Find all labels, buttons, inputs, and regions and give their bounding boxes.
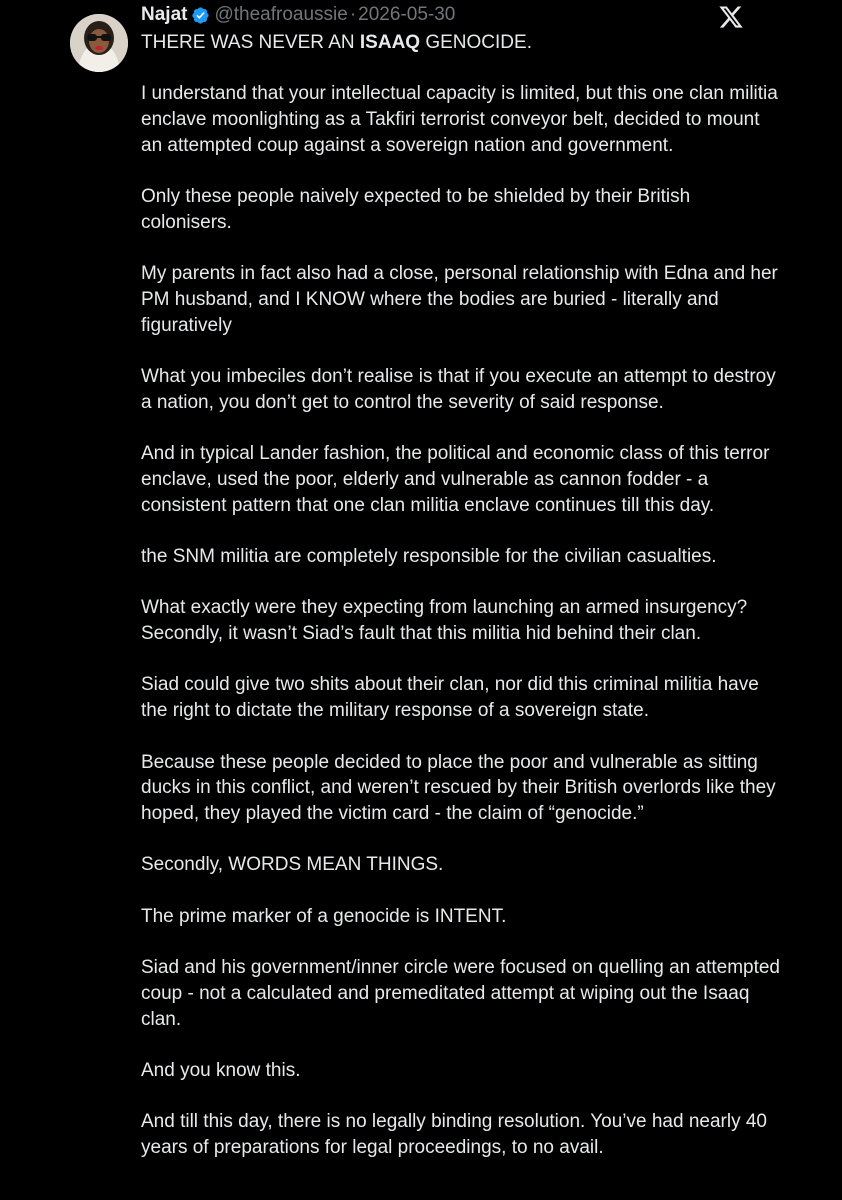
paragraph-14: And till this day, there is no legally binding resolution. You’ve had nearly 40 years of preparations for legal proceedings, to no avail. bbox=[141, 1111, 767, 1159]
post-header bbox=[141, 4, 455, 26]
paragraph-5: And in typical Lander fashion, the political and economic class of this terror enclave, used the poor, elderly and vulnerable as cannon fodder - a consistent pattern that one clan militia enclave continues till this day. bbox=[141, 443, 770, 516]
paragraph-0-start: THERE WAS NEVER AN bbox=[141, 32, 360, 53]
paragraph-6: the SNM militia are completely responsible for the civilian casualties. bbox=[141, 545, 717, 567]
paragraph-0 bbox=[141, 30, 781, 56]
post-body bbox=[141, 30, 781, 1186]
paragraph-10: Secondly, WORDS MEAN THINGS. bbox=[141, 854, 444, 876]
paragraph-9: Because these people decided to place the poor and vulnerable as sitting ducks in this conflict, and weren’t rescued by their British overlords like they hoped, they played the victim card - the claim of “genocide.” bbox=[141, 751, 776, 824]
avatar-image bbox=[70, 14, 128, 72]
x-logo-icon[interactable] bbox=[718, 4, 744, 30]
verified-badge-icon bbox=[191, 6, 210, 25]
bold-word-isaaq: ISAAQ bbox=[359, 32, 421, 53]
paragraph-12: Siad and his government/inner circle were focused on quelling an attempted coup - not a calculated and premeditated attempt at wiping out the Isaaq clan. bbox=[141, 957, 780, 1030]
paragraph-11: The prime marker of a genocide is INTENT. bbox=[141, 905, 507, 927]
avatar[interactable] bbox=[70, 14, 128, 72]
paragraph-2: Only these people naively expected to be shielded by their British colonisers. bbox=[141, 186, 691, 233]
post-date[interactable]: 2026-05-30 bbox=[358, 4, 456, 25]
paragraph-7: What exactly were they expecting from launching an armed insurgency? Secondly, it wasn’t Siad’s fault that this militia hid behind their clan. bbox=[141, 597, 748, 645]
paragraph-13: And you know this. bbox=[141, 1059, 301, 1081]
author-display-name[interactable]: Najat bbox=[141, 4, 188, 25]
paragraph-0-end: GENOCIDE. bbox=[420, 32, 532, 53]
paragraph-8: Siad could give two shits about their clan, nor did this criminal militia have the right to dictate the military response of a sovereign state. bbox=[141, 674, 759, 722]
paragraph-1: I understand that your intellectual capacity is limited, but this one clan militia enclave moonlighting as a Takfiri terrorist conveyor belt, decided to mount an attempted coup against a sovereign nation and government. bbox=[141, 83, 778, 156]
paragraph-4: What you imbeciles don’t realise is that if you execute an attempt to destroy a nation, you don’t get to control the severity of said response. bbox=[141, 366, 776, 413]
paragraph-3: My parents in fact also had a close, personal relationship with Edna and her PM husband, and I KNOW where the bodies are buried - literally and figuratively bbox=[141, 263, 778, 336]
author-handle[interactable]: @theafroaussie bbox=[214, 4, 348, 25]
header-separator: · bbox=[349, 4, 357, 25]
